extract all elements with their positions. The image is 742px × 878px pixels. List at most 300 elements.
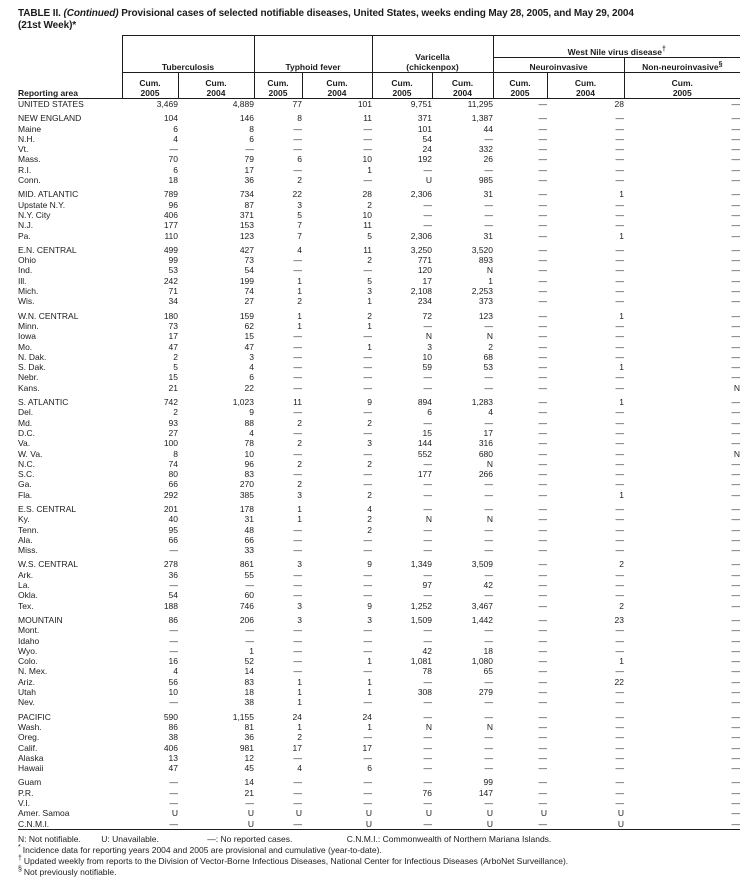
value-cell: — xyxy=(615,503,625,514)
value-cell: — xyxy=(538,417,548,428)
value-cell: 47 xyxy=(168,341,178,352)
value-cell: 101 xyxy=(417,123,433,134)
value-cell: 81 xyxy=(244,721,254,732)
value-cell: — xyxy=(615,458,625,469)
value-cell: — xyxy=(363,372,373,383)
value-cell: N xyxy=(733,448,741,459)
value-cell: 266 xyxy=(478,469,494,480)
value-cell: 9,751 xyxy=(410,99,433,109)
reporting-area-cell: Mo. xyxy=(18,341,33,352)
value-cell: — xyxy=(293,625,302,636)
reporting-area-cell: N.C. xyxy=(18,458,35,469)
value-cell: — xyxy=(615,144,625,155)
value-cell: — xyxy=(245,798,254,808)
value-cell: — xyxy=(293,382,302,393)
value-cell: — xyxy=(731,721,741,732)
value-cell: — xyxy=(363,798,373,808)
table-row xyxy=(18,732,740,742)
value-cell: 1 xyxy=(297,310,302,321)
col-header-typhoid-cum-2004: Cum. 2004 xyxy=(302,73,372,99)
value-cell: — xyxy=(731,798,741,808)
col-header-tb-cum-2005: Cum. 2005 xyxy=(122,73,178,99)
value-cell: — xyxy=(363,427,373,438)
value-cell: 499 xyxy=(163,244,178,255)
varicella-label-line2: (chickenpox) xyxy=(406,62,459,72)
value-cell: 97 xyxy=(422,580,433,591)
table-row xyxy=(18,687,740,697)
col-header-neuro-cum-2004: Cum. 2004 xyxy=(547,73,624,99)
value-cell: U xyxy=(425,808,433,819)
value-cell: 1,081 xyxy=(410,656,433,667)
value-cell: 52 xyxy=(244,656,254,667)
value-cell: 1 xyxy=(619,189,625,200)
value-cell: 371 xyxy=(239,209,254,220)
value-cell: 1 xyxy=(367,687,373,698)
value-cell: 22 xyxy=(614,676,625,687)
value-cell: 981 xyxy=(239,742,254,753)
value-cell: — xyxy=(293,666,302,677)
value-cell: — xyxy=(423,635,433,646)
value-cell: — xyxy=(731,777,741,788)
value-cell: — xyxy=(615,351,625,362)
table-row xyxy=(18,743,740,753)
legend-no-reported-cases: —: No reported cases. xyxy=(207,833,293,844)
value-cell: — xyxy=(484,220,494,231)
value-cell: — xyxy=(615,407,625,418)
table-row xyxy=(18,708,740,722)
value-cell: — xyxy=(423,590,433,601)
value-cell: — xyxy=(538,580,548,591)
value-cell: — xyxy=(538,545,548,556)
value-cell: — xyxy=(484,676,494,687)
reporting-area-cell: Calif. xyxy=(18,742,38,753)
value-cell: — xyxy=(293,545,302,556)
value-cell: — xyxy=(484,711,494,722)
value-cell: 17 xyxy=(292,742,302,753)
value-cell: — xyxy=(538,590,548,601)
value-cell: U xyxy=(617,818,625,829)
value-cell: 3 xyxy=(297,559,302,570)
value-cell: 66 xyxy=(168,534,178,545)
value-cell: 3 xyxy=(367,286,373,297)
value-cell: 2 xyxy=(297,417,302,428)
value-cell: — xyxy=(484,199,494,210)
table-title-text: Provisional cases of selected notifiable diseases, United States, weeks ending May 28, 2005, and May 29, 2004 xyxy=(121,8,634,19)
value-cell: 1,283 xyxy=(471,397,494,408)
value-cell: 18 xyxy=(244,687,254,698)
value-cell: 73 xyxy=(168,320,178,331)
value-cell: 373 xyxy=(478,296,494,307)
value-cell: — xyxy=(538,503,548,514)
value-cell: — xyxy=(538,438,548,449)
reporting-area-cell: Conn. xyxy=(18,175,41,186)
value-cell: 9 xyxy=(249,407,254,418)
value-cell: 2 xyxy=(367,514,373,525)
value-cell: — xyxy=(615,286,625,297)
value-cell: — xyxy=(169,818,178,829)
value-cell: — xyxy=(484,742,494,753)
value-cell: — xyxy=(423,752,433,763)
value-cell: — xyxy=(615,113,625,124)
value-cell: — xyxy=(363,590,373,601)
west-nile-label: West Nile virus disease xyxy=(567,47,662,57)
value-cell: 18 xyxy=(483,645,494,656)
value-cell: — xyxy=(423,503,433,514)
value-cell: — xyxy=(169,645,178,656)
reporting-area-cell: D.C. xyxy=(18,427,35,438)
value-cell: 1 xyxy=(297,676,302,687)
value-cell: — xyxy=(615,666,625,677)
value-cell: — xyxy=(538,209,548,220)
value-cell: — xyxy=(731,458,741,469)
table-row xyxy=(18,753,740,763)
value-cell: — xyxy=(538,230,548,241)
value-cell: 6 xyxy=(297,154,302,165)
value-cell: 789 xyxy=(163,189,178,200)
value-cell: 10 xyxy=(244,448,254,459)
value-cell: — xyxy=(615,469,625,480)
table-row xyxy=(18,286,740,296)
value-cell: — xyxy=(484,763,494,774)
value-cell: 96 xyxy=(168,199,178,210)
table-row xyxy=(18,500,740,514)
col-group-neuroinvasive: Neuroinvasive xyxy=(493,58,624,73)
value-cell: — xyxy=(538,469,548,480)
value-cell: — xyxy=(423,417,433,428)
value-cell: — xyxy=(293,469,302,480)
value-cell: 4 xyxy=(249,427,254,438)
table-row xyxy=(18,352,740,362)
value-cell: 28 xyxy=(614,99,625,109)
value-cell: 48 xyxy=(244,524,254,535)
table-row xyxy=(18,590,740,600)
value-cell: — xyxy=(538,732,548,743)
value-cell: — xyxy=(731,489,741,500)
value-cell: — xyxy=(293,580,302,591)
value-cell: 2,306 xyxy=(410,189,433,200)
value-cell: — xyxy=(615,175,625,186)
value-cell: — xyxy=(731,687,741,698)
value-cell: 80 xyxy=(168,469,178,480)
value-cell: — xyxy=(538,635,548,646)
value-cell: — xyxy=(484,382,494,393)
value-cell: N xyxy=(425,721,433,732)
value-cell: — xyxy=(363,666,373,677)
value-cell: 65 xyxy=(483,666,494,677)
value-cell: — xyxy=(615,763,625,774)
value-cell: — xyxy=(538,427,548,438)
value-cell: — xyxy=(538,351,548,362)
value-cell: 83 xyxy=(244,469,254,480)
value-cell: — xyxy=(731,372,741,383)
value-cell: — xyxy=(293,645,302,656)
value-cell: — xyxy=(423,199,433,210)
value-cell: — xyxy=(615,382,625,393)
value-cell: 28 xyxy=(362,189,373,200)
table-row xyxy=(18,393,740,407)
value-cell: — xyxy=(615,255,625,266)
value-cell: 5 xyxy=(173,362,178,373)
value-cell: — xyxy=(615,697,625,708)
value-cell: 1 xyxy=(619,656,625,667)
value-cell: 4 xyxy=(297,763,302,774)
value-cell: 3,250 xyxy=(410,244,433,255)
value-cell: — xyxy=(169,777,178,788)
value-cell: — xyxy=(731,635,741,646)
value-cell: — xyxy=(293,164,302,175)
value-cell: 3 xyxy=(427,341,433,352)
value-cell: — xyxy=(731,351,741,362)
reporting-area-cell: S. Dak. xyxy=(18,362,46,373)
table-body xyxy=(18,99,740,830)
value-cell: — xyxy=(731,625,741,636)
table-title-ref: TABLE II. xyxy=(18,8,61,19)
value-cell: 95 xyxy=(168,524,178,535)
value-cell: 11 xyxy=(363,113,373,124)
value-cell: — xyxy=(538,676,548,687)
table-row xyxy=(18,296,740,306)
value-cell: 13 xyxy=(168,752,178,763)
value-cell: 406 xyxy=(163,209,178,220)
reporting-area-cell: Tenn. xyxy=(18,524,39,535)
value-cell: — xyxy=(363,732,373,743)
table-row xyxy=(18,200,740,210)
value-cell: 3 xyxy=(297,199,302,210)
value-cell: — xyxy=(293,818,302,829)
value-cell: 427 xyxy=(239,244,254,255)
value-cell: — xyxy=(363,331,373,342)
value-cell: — xyxy=(731,175,741,186)
value-cell: — xyxy=(538,514,548,525)
value-cell: 206 xyxy=(239,614,254,625)
value-cell: 10 xyxy=(362,209,373,220)
value-cell: — xyxy=(293,123,302,134)
value-cell: N xyxy=(486,458,494,469)
reporting-area-cell: PACIFIC xyxy=(18,711,51,722)
value-cell: 180 xyxy=(163,310,178,321)
value-cell: — xyxy=(731,265,741,276)
value-cell: — xyxy=(731,666,741,677)
value-cell: — xyxy=(538,362,548,373)
value-cell: 45 xyxy=(244,763,254,774)
value-cell: — xyxy=(731,244,741,255)
value-cell: 10 xyxy=(422,351,433,362)
value-cell: N xyxy=(486,331,494,342)
value-cell: — xyxy=(293,534,302,545)
value-cell: — xyxy=(293,798,302,808)
reporting-area-cell: Wyo. xyxy=(18,645,38,656)
reporting-area-cell: Mont. xyxy=(18,625,40,636)
value-cell: 4 xyxy=(173,133,178,144)
value-cell: 279 xyxy=(478,687,494,698)
value-cell: — xyxy=(363,697,373,708)
table-row xyxy=(18,722,740,732)
value-cell: — xyxy=(363,534,373,545)
reporting-area-cell: Nev. xyxy=(18,697,35,708)
value-cell: 893 xyxy=(478,255,494,266)
value-cell: — xyxy=(615,742,625,753)
value-cell: 2 xyxy=(297,438,302,449)
value-cell: — xyxy=(615,133,625,144)
value-cell: — xyxy=(293,265,302,276)
table-row xyxy=(18,570,740,580)
value-cell: — xyxy=(423,209,433,220)
value-cell: — xyxy=(423,763,433,774)
value-cell: — xyxy=(615,123,625,134)
reporting-area-cell: E.N. CENTRAL xyxy=(18,244,77,255)
value-cell: 1 xyxy=(619,230,625,241)
legend-not-notifiable: N: Not notifiable. xyxy=(18,833,81,844)
value-cell: — xyxy=(538,220,548,231)
value-cell: 34 xyxy=(168,296,178,307)
value-cell: — xyxy=(363,580,373,591)
value-cell: — xyxy=(423,697,433,708)
value-cell: 14 xyxy=(244,666,254,677)
value-cell: — xyxy=(484,732,494,743)
value-cell: — xyxy=(538,489,548,500)
value-cell: — xyxy=(731,164,741,175)
value-cell: 1 xyxy=(297,697,302,708)
value-cell: — xyxy=(484,524,494,535)
value-cell: 73 xyxy=(244,255,254,266)
table-row xyxy=(18,636,740,646)
table-row xyxy=(18,580,740,590)
value-cell: 60 xyxy=(244,590,254,601)
value-cell: — xyxy=(615,331,625,342)
value-cell: 27 xyxy=(244,296,254,307)
table-row xyxy=(18,210,740,220)
col-group-varicella xyxy=(372,36,493,73)
value-cell: 55 xyxy=(244,569,254,580)
value-cell: — xyxy=(293,656,302,667)
value-cell: 71 xyxy=(168,286,178,297)
value-cell: — xyxy=(484,164,494,175)
value-cell: — xyxy=(615,154,625,165)
value-cell: — xyxy=(423,164,433,175)
value-cell: 123 xyxy=(478,310,494,321)
value-cell: 4 xyxy=(173,666,178,677)
value-cell: U xyxy=(617,808,625,819)
value-cell: — xyxy=(363,645,373,656)
value-cell: — xyxy=(615,569,625,580)
value-cell: — xyxy=(731,199,741,210)
value-cell: — xyxy=(293,331,302,342)
value-cell: 11 xyxy=(293,397,302,408)
value-cell: — xyxy=(731,275,741,286)
value-cell: 53 xyxy=(483,362,494,373)
value-cell: 86 xyxy=(168,721,178,732)
value-cell: 3 xyxy=(297,489,302,500)
value-cell: — xyxy=(615,417,625,428)
value-cell: 2 xyxy=(297,458,302,469)
value-cell: — xyxy=(538,407,548,418)
value-cell: — xyxy=(731,133,741,144)
value-cell: — xyxy=(293,590,302,601)
value-cell: — xyxy=(363,133,373,144)
value-cell: — xyxy=(484,534,494,545)
value-cell: 1,442 xyxy=(471,614,494,625)
value-cell: — xyxy=(423,489,433,500)
value-cell: 8 xyxy=(173,448,178,459)
table-row xyxy=(18,656,740,666)
value-cell: 2,108 xyxy=(410,286,433,297)
value-cell: 31 xyxy=(483,189,494,200)
value-cell: — xyxy=(731,479,741,490)
value-cell: — xyxy=(615,372,625,383)
value-cell: — xyxy=(731,818,741,829)
col-header-tb-cum-2004: Cum. 2004 xyxy=(178,73,254,99)
table-row xyxy=(18,265,740,275)
value-cell: — xyxy=(363,752,373,763)
value-cell: 153 xyxy=(239,220,254,231)
value-cell: 44 xyxy=(483,123,494,134)
value-cell: — xyxy=(731,524,741,535)
value-cell: 4 xyxy=(297,244,302,255)
value-cell: — xyxy=(293,362,302,373)
value-cell: — xyxy=(615,580,625,591)
table-row xyxy=(18,525,740,535)
value-cell: N xyxy=(486,721,494,732)
value-cell: — xyxy=(484,635,494,646)
reporting-area-cell: N.Y. City xyxy=(18,209,51,220)
value-cell: 100 xyxy=(163,438,178,449)
table-row xyxy=(18,342,740,352)
value-cell: 110 xyxy=(164,230,178,241)
value-cell: 17 xyxy=(483,427,494,438)
reporting-area-cell: Idaho xyxy=(18,635,40,646)
reporting-area-cell: Vt. xyxy=(18,144,29,155)
reporting-area-cell: Ga. xyxy=(18,479,32,490)
value-cell: — xyxy=(731,645,741,656)
value-cell: — xyxy=(538,798,548,808)
value-cell: 270 xyxy=(239,479,254,490)
reporting-area-cell: Ky. xyxy=(18,514,30,525)
west-nile-dagger: † xyxy=(662,46,666,54)
non-neuroinvasive-label: Non-neuroinvasive xyxy=(642,62,719,72)
col-header-nonneuro-cum-2005: Cum. 2005 xyxy=(624,73,740,99)
value-cell: 6 xyxy=(249,372,254,383)
value-cell: — xyxy=(731,286,741,297)
value-cell: 5 xyxy=(297,209,302,220)
value-cell: 146 xyxy=(239,113,254,124)
value-cell: — xyxy=(731,255,741,266)
value-cell: — xyxy=(538,275,548,286)
header-row-years xyxy=(18,73,740,99)
value-cell: — xyxy=(538,721,548,732)
value-cell: 2 xyxy=(367,489,373,500)
reporting-area-cell: N.J. xyxy=(18,220,34,231)
value-cell: 10 xyxy=(362,154,373,165)
value-cell: — xyxy=(615,479,625,490)
value-cell: 6 xyxy=(173,164,178,175)
table-row xyxy=(18,255,740,265)
reporting-area-cell: Mass. xyxy=(18,154,41,165)
reporting-area-cell: Maine xyxy=(18,123,42,134)
value-cell: — xyxy=(538,382,548,393)
table-row xyxy=(18,611,740,625)
reporting-area-cell: Minn. xyxy=(18,320,39,331)
value-cell: 6 xyxy=(367,763,373,774)
table-row xyxy=(18,165,740,175)
value-cell: 99 xyxy=(168,255,178,266)
value-cell: — xyxy=(731,614,741,625)
value-cell: 1 xyxy=(619,489,625,500)
value-cell: 6 xyxy=(249,133,254,144)
value-cell: 2 xyxy=(173,351,178,362)
value-cell: 590 xyxy=(163,711,178,722)
table-row xyxy=(18,788,740,798)
value-cell: 17 xyxy=(362,742,373,753)
